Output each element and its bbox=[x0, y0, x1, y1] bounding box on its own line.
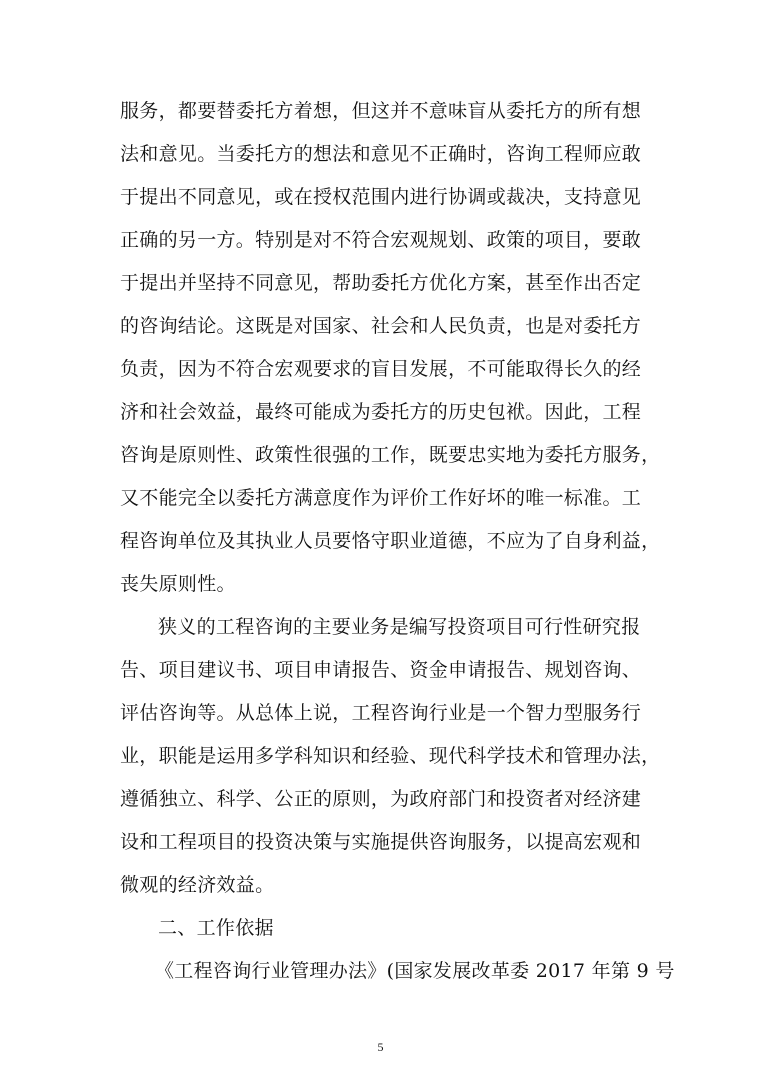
body-text-line: 法和意见。当委托方的想法和意见不正确时，咨询工程师应敢 bbox=[120, 143, 642, 165]
body-text-line: 遵循独立、科学、公正的原则，为政府部门和投资者对经济建 bbox=[120, 788, 642, 810]
body-text-line: 丧失原则性。 bbox=[120, 573, 236, 595]
section-heading: 二、工作依据 bbox=[158, 917, 274, 939]
body-text-line: 又不能完全以委托方满意度作为评价工作好坏的唯一标准。工 bbox=[120, 487, 642, 509]
body-text-line: 微观的经济效益。 bbox=[120, 874, 275, 896]
body-text-line: 于提出并坚持不同意见，帮助委托方优化方案，甚至作出否定 bbox=[120, 272, 642, 294]
body-text-line: 程咨询单位及其执业人员要恪守职业道德，不应为了自身利益， bbox=[120, 530, 661, 552]
body-text-line: 的咨询结论。这既是对国家、社会和人民负责，也是对委托方 bbox=[120, 315, 642, 337]
body-text-line: 业，职能是运用多学科知识和经验、现代科学技术和管理办法， bbox=[120, 745, 661, 767]
body-text-line: 济和社会效益，最终可能成为委托方的历史包袱。因此，工程 bbox=[120, 401, 642, 423]
body-text-line: 正确的另一方。特别是对不符合宏观规划、政策的项目，要敢 bbox=[120, 229, 642, 251]
body-text-line: 《工程咨询行业管理办法》(国家发展改革委 2017 年第 9 号 bbox=[155, 960, 675, 982]
body-text-line: 服务，都要替委托方着想，但这并不意味盲从委托方的所有想 bbox=[120, 100, 642, 122]
body-text-line: 于提出不同意见，或在授权范围内进行协调或裁决，支持意见 bbox=[120, 186, 642, 208]
page-number: 5 bbox=[377, 1040, 384, 1054]
body-text-line: 狭义的工程咨询的主要业务是编写投资项目可行性研究报 bbox=[158, 616, 641, 638]
body-text-line: 设和工程项目的投资决策与实施提供咨询服务，以提高宏观和 bbox=[120, 831, 642, 853]
body-text-line: 负责，因为不符合宏观要求的盲目发展，不可能取得长久的经 bbox=[120, 358, 642, 380]
body-text-line: 咨询是原则性、政策性很强的工作，既要忠实地为委托方服务， bbox=[120, 444, 661, 466]
body-text-line: 评估咨询等。从总体上说，工程咨询行业是一个智力型服务行 bbox=[120, 702, 642, 724]
body-text-line: 告、项目建议书、项目申请报告、资金申请报告、规划咨询、 bbox=[120, 659, 642, 681]
